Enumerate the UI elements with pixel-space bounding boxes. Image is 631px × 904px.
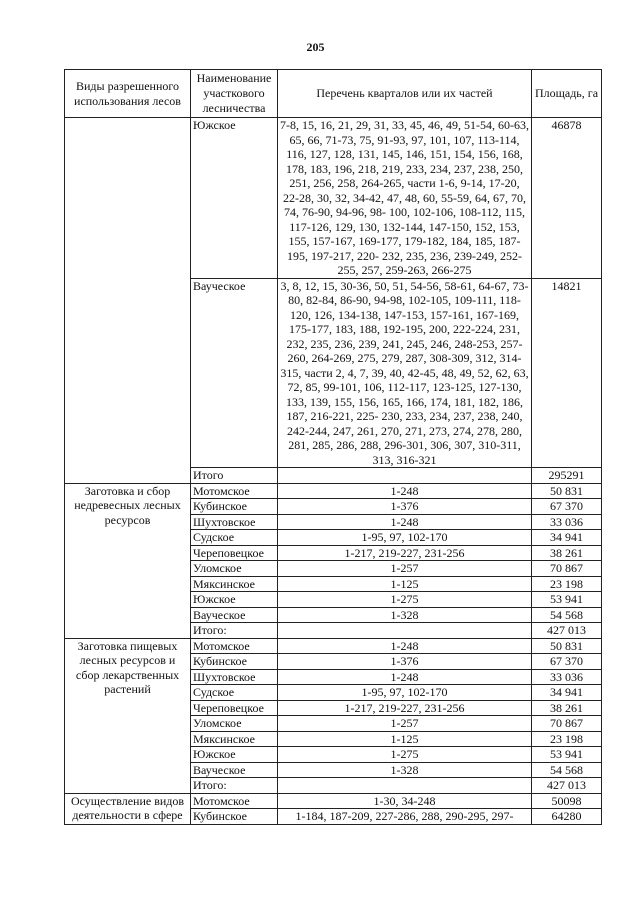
area-cell: 50 831: [532, 483, 602, 499]
forestry-cell: Судское: [191, 685, 278, 701]
forestry-cell: Шухтовское: [191, 514, 278, 530]
area-cell: 34 941: [532, 685, 602, 701]
quarters-cell: 1-275: [278, 747, 532, 763]
forestry-cell: Мяксинское: [191, 731, 278, 747]
forestry-cell: Кубинское: [191, 809, 278, 825]
area-cell: 50098: [532, 793, 602, 809]
quarters-cell: 1-248: [278, 638, 532, 654]
header-quarters-list: Перечень кварталов или их частей: [278, 70, 532, 118]
quarters-cell: 1-376: [278, 499, 532, 515]
quarters-cell: 1-184, 187-209, 227-286, 288, 290-295, 297-: [278, 809, 532, 825]
forestry-cell: Шухтовское: [191, 669, 278, 685]
area-cell: 67 370: [532, 499, 602, 515]
total-label: Итого:: [191, 623, 278, 639]
quarters-cell: 1-328: [278, 607, 532, 623]
header-area: Площадь, га: [532, 70, 602, 118]
table-row: [65, 118, 602, 279]
total-label: Итого:: [191, 778, 278, 794]
forestry-cell: Мотомское: [191, 793, 278, 809]
quarters-cell: 1-217, 219-227, 231-256: [278, 700, 532, 716]
forestry-cell: Южское: [191, 592, 278, 608]
quarters-cell-empty: [278, 623, 532, 639]
quarters-cell: 1-217, 219-227, 231-256: [278, 545, 532, 561]
area-cell: 70 867: [532, 561, 602, 577]
area-cell: 33 036: [532, 514, 602, 530]
header-use-type: Виды разрешенного использования лесов: [65, 70, 191, 118]
quarters-cell: 1-275: [278, 592, 532, 608]
area-cell: 70 867: [532, 716, 602, 732]
header-forestry-name: Наименование участкового лесничества: [191, 70, 278, 118]
area-cell: 64280: [532, 809, 602, 825]
area-cell: 33 036: [532, 669, 602, 685]
area-cell: 46878: [532, 118, 602, 279]
quarters-cell: 1-376: [278, 654, 532, 670]
quarters-cell: 1-95, 97, 102-170: [278, 685, 532, 701]
area-cell: 38 261: [532, 545, 602, 561]
forestry-cell: Вауческое: [191, 278, 278, 468]
area-cell: 38 261: [532, 700, 602, 716]
forestry-cell: Южское: [191, 118, 278, 279]
total-area: 427 013: [532, 778, 602, 794]
quarters-cell: 7-8, 15, 16, 21, 29, 31, 33, 45, 46, 49, 51-54, 60-63, 65, 66, 71-73, 75, 91-93, 97, 101, 107, 113-114, 116, 127, 128, 131, 145, 146, 151, 154, 156, 168, 178, 183, 196, 218, 219, 233, 234, 237, 238, 250, 251, 256, 258, 264-265, части 1-6, 9-14, 17-20, 22-28, 30, 32, 34-42, 47, 48, 60, 55-59, 64, 67, 70, 74, 76-90, 94-96, 98- 100, 102-106, 108-112, 115, 117-126, 129, 130, 132-144, 147-150, 152, 153, 155, 157-167, 169-177, 179-182, 184, 185, 187-195, 197-217, 220- 232, 235, 236, 239-249, 252-255, 257, 259-263, 266-275: [278, 118, 532, 279]
forestry-cell: Уломское: [191, 716, 278, 732]
forestry-cell: Вауческое: [191, 607, 278, 623]
forestry-cell: Кубинское: [191, 654, 278, 670]
table-row: [65, 483, 602, 499]
use-type-cell: Заготовка и сбор недревесных лесных ресурсов: [65, 483, 191, 638]
area-cell: 53 941: [532, 747, 602, 763]
total-label: Итого: [191, 468, 278, 484]
area-cell: 34 941: [532, 530, 602, 546]
quarters-cell-empty: [278, 778, 532, 794]
forestry-cell: Череповецкое: [191, 700, 278, 716]
quarters-cell: 1-257: [278, 716, 532, 732]
table-row: [65, 793, 602, 809]
quarters-cell: 1-125: [278, 731, 532, 747]
area-cell: 54 568: [532, 607, 602, 623]
area-cell: 50 831: [532, 638, 602, 654]
quarters-cell: 1-328: [278, 762, 532, 778]
use-type-cell: Осуществление видов деятельности в сфере: [65, 793, 191, 824]
area-cell: 54 568: [532, 762, 602, 778]
forestry-cell: Мотомское: [191, 483, 278, 499]
quarters-cell: 1-95, 97, 102-170: [278, 530, 532, 546]
quarters-cell: 1-248: [278, 669, 532, 685]
use-type-cell-empty: [65, 118, 191, 484]
forestry-cell: Мотомское: [191, 638, 278, 654]
forest-use-table: [64, 69, 602, 825]
forestry-cell: Судское: [191, 530, 278, 546]
total-area: 427 013: [532, 623, 602, 639]
forestry-cell: Вауческое: [191, 762, 278, 778]
table-row: [65, 638, 602, 654]
use-type-cell: Заготовка пищевых лесных ресурсов и сбор лекарственных растений: [65, 638, 191, 793]
total-area: 295291: [532, 468, 602, 484]
quarters-cell: 1-248: [278, 483, 532, 499]
page-number: 205: [306, 40, 325, 54]
quarters-cell-empty: [278, 468, 532, 484]
forestry-cell: Южское: [191, 747, 278, 763]
area-cell: 23 198: [532, 576, 602, 592]
quarters-cell: 1-257: [278, 561, 532, 577]
quarters-cell: 3, 8, 12, 15, 30-36, 50, 51, 54-56, 58-61, 64-67, 73-80, 82-84, 86-90, 94-98, 102-105, 109-111, 118- 120, 126, 134-138, 147-153, 157-161, 167-169, 175-177, 183, 188, 192-195, 200, 222-224, 231, 232, 235, 236, 239, 241, 245, 246, 248-253, 257-260, 264-269, 275, 279, 287, 308-309, 312, 314- 315, части 2, 4, 7, 39, 40, 42-45, 48, 49, 52, 62, 63, 72, 85, 99-101, 106, 112-117, 123-125, 127-130, 133, 139, 155, 156, 165, 166, 174, 181, 182, 186, 187, 216-221, 225- 230, 233, 234, 237, 238, 240, 242-244, 247, 261, 270, 271, 273, 274, 278, 280, 281, 285, 286, 288, 296-301, 306, 307, 310-311, 313, 316-321: [278, 278, 532, 468]
area-cell: 67 370: [532, 654, 602, 670]
quarters-cell: 1-248: [278, 514, 532, 530]
quarters-cell: 1-125: [278, 576, 532, 592]
forestry-cell: Кубинское: [191, 499, 278, 515]
area-cell: 14821: [532, 278, 602, 468]
table-header-row: [65, 70, 602, 118]
area-cell: 53 941: [532, 592, 602, 608]
area-cell: 23 198: [532, 731, 602, 747]
forestry-cell: Мяксинское: [191, 576, 278, 592]
quarters-cell: 1-30, 34-248: [278, 793, 532, 809]
forestry-cell: Уломское: [191, 561, 278, 577]
forestry-cell: Череповецкое: [191, 545, 278, 561]
